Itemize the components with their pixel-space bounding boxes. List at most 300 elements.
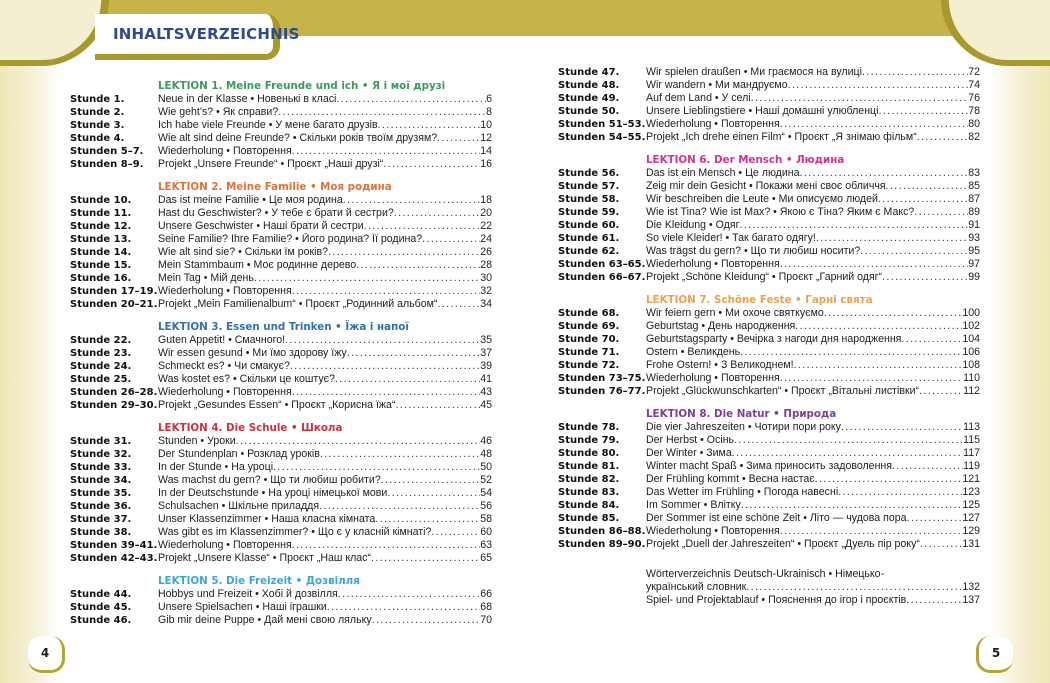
page-number: 12 (480, 132, 492, 144)
lesson-title[interactable]: LEKTION 2. Meine Familie • Моя родина (158, 181, 392, 193)
dot-leader (739, 219, 968, 232)
page-number: 100 (962, 307, 980, 319)
dot-leader (780, 525, 963, 538)
dot-leader (236, 435, 481, 448)
lesson-number: Stunde 68. (558, 308, 620, 319)
toc-row[interactable] (70, 233, 492, 246)
lesson-number: Stunde 79. (558, 435, 620, 446)
page-number: 52 (480, 474, 492, 486)
dot-leader (788, 79, 969, 92)
topic-text: Wie ist Tina? Wie ist Max? • Якою є Тіна? Яким є Макс? (646, 206, 915, 218)
topic (158, 119, 492, 132)
dot-leader (273, 461, 480, 474)
page-number: 93 (968, 232, 980, 244)
dot-leader (841, 421, 963, 434)
lesson-number: Stunde 85. (558, 513, 620, 524)
topic-text: Der Winter • Зима (646, 447, 732, 459)
toc-row[interactable] (70, 298, 492, 311)
topic (158, 487, 492, 500)
page-number: 85 (968, 180, 980, 192)
toc-row[interactable] (70, 93, 492, 106)
topic-text: Wiederholung • Повторення (158, 386, 292, 398)
topic (158, 513, 492, 526)
right-page-edge (990, 0, 1050, 683)
page-number: 113 (963, 421, 980, 433)
games-entry[interactable] (646, 594, 980, 607)
topic-text: Unsere Lieblingstiere • Наші домашні улюбленці (646, 105, 879, 117)
toc-row[interactable] (558, 434, 980, 447)
toc-row[interactable] (558, 385, 980, 398)
dot-leader (800, 167, 969, 180)
toc-row[interactable] (70, 552, 492, 565)
lesson-section (558, 153, 980, 284)
lesson-number: Stunde 45. (70, 602, 132, 613)
topic-text: Was machst du gern? • Що ти любиш робити? (158, 474, 381, 486)
topic (158, 334, 492, 347)
topic (158, 601, 492, 614)
dot-leader (431, 526, 480, 539)
dot-leader (395, 399, 480, 412)
toc-row[interactable] (70, 448, 492, 461)
dot-leader (338, 588, 480, 601)
lesson-number: Stunde 44. (70, 589, 132, 600)
topic-text: Wiederholung • Повторення (158, 285, 292, 297)
page-number: 70 (480, 614, 492, 626)
topic-text: Die Kleidung • Одяг (646, 219, 740, 231)
dot-leader (882, 271, 968, 284)
page-number: 129 (962, 525, 980, 537)
topic (158, 461, 492, 474)
topic-text: Projekt „Unsere Klasse“ • Проєкт „Наш клас“ (158, 552, 371, 564)
topic (158, 285, 492, 298)
dot-leader (292, 539, 480, 552)
topic-text: So viele Kleider! • Так багато одягу! (646, 232, 816, 244)
topic-text: Zeig mir dein Gesicht • Покажи мені своє обличчя (646, 180, 886, 192)
topic-text: Wiederholung • Повторення (646, 525, 780, 537)
dot-leader (254, 272, 480, 285)
toc-row[interactable] (70, 246, 492, 259)
topic (646, 79, 980, 92)
toc-row[interactable] (558, 499, 980, 512)
dot-leader (343, 194, 480, 207)
dot-leader (437, 132, 480, 145)
toc-row[interactable] (70, 500, 492, 513)
toc-row[interactable] (558, 271, 980, 284)
page-number: 10 (480, 119, 492, 131)
topic-text: Der Frühling kommt • Весна настає (646, 473, 815, 485)
lesson-number: Stunde 13. (70, 234, 132, 245)
topic-text: Stunden • Уроки (158, 435, 236, 447)
lesson-number: Stunden 8–9. (70, 159, 144, 170)
dot-leader (375, 513, 480, 526)
lesson-number: Stunde 31. (70, 436, 132, 447)
topic (646, 447, 980, 460)
toc-row[interactable] (558, 538, 980, 551)
topic-text: Wiederholung • Повторення (646, 258, 780, 270)
toc-row[interactable] (70, 373, 492, 386)
toc-right-column (558, 66, 980, 607)
lesson-title[interactable]: LEKTION 5. Die Freizeit • Дозвілля (158, 575, 360, 587)
dot-leader (794, 359, 963, 372)
lesson-number: Stunden 54–55. (558, 132, 646, 143)
dot-leader (838, 486, 962, 499)
topic (158, 106, 492, 119)
lesson-number: Stunde 33. (70, 462, 132, 473)
lesson-title[interactable]: LEKTION 6. Der Mensch • Людина (646, 154, 845, 166)
toc-row[interactable] (70, 194, 492, 207)
dot-leader (860, 245, 968, 258)
topic (646, 258, 980, 271)
topic (646, 206, 980, 219)
page-number: 112 (963, 385, 980, 397)
lesson-number: Stunden 89–90. (558, 539, 646, 550)
topic-text: Geburtstag • День народження (646, 320, 796, 332)
toc-row[interactable] (70, 474, 492, 487)
topic (158, 373, 492, 386)
toc-row[interactable] (558, 359, 980, 372)
dot-leader (292, 145, 480, 158)
page-number: 66 (480, 588, 492, 600)
lesson-number: Stunden 66–67. (558, 272, 646, 283)
page-number: 65 (480, 552, 492, 564)
toc-row[interactable] (70, 259, 492, 272)
topic-text: Der Herbst • Осінь (646, 434, 735, 446)
toc-row[interactable] (558, 346, 980, 359)
topic (646, 385, 980, 398)
topic-text: Projekt „Gesundes Essen“ • Проєкт „Корисна їжа“ (158, 399, 396, 411)
lesson-section (558, 407, 980, 551)
topic (646, 92, 980, 105)
lesson-number: Stunde 47. (558, 67, 620, 78)
lesson-section (70, 320, 492, 412)
page-number: 22 (480, 220, 492, 232)
topic (158, 233, 492, 246)
toc-row[interactable] (70, 106, 492, 119)
lesson-title[interactable]: LEKTION 4. Die Schule • Школа (158, 422, 343, 434)
dot-leader (741, 499, 962, 512)
topic-text: Wir feiern gern • Ми охоче святкуємо (646, 307, 824, 319)
page-number: 54 (480, 487, 492, 499)
lesson-number: Stunde 82. (558, 474, 620, 485)
topic-text: Wie alt sind deine Freunde? • Скільки років твоїм друзям? (158, 132, 438, 144)
dot-leader (892, 460, 963, 473)
page-number: 68 (480, 601, 492, 613)
toc-row[interactable] (70, 272, 492, 285)
dot-leader (746, 581, 962, 594)
page-number: 78 (968, 105, 980, 117)
topic-text: Guten Appetit! • Смачного! (158, 334, 286, 346)
topic (158, 347, 492, 360)
toc-row[interactable] (558, 232, 980, 245)
page-number: 39 (480, 360, 492, 372)
toc-row[interactable] (70, 614, 492, 627)
topic-text: Auf dem Land • У селі (646, 92, 751, 104)
topic-text: Projekt „Ich drehe einen Film“ • Проєкт „Я знімаю фільм“ (646, 131, 917, 143)
dot-leader (816, 232, 968, 245)
toc-row[interactable] (70, 220, 492, 233)
toc-row[interactable] (558, 333, 980, 346)
topic-text: Wiederholung • Повторення (646, 118, 780, 130)
toc-row[interactable] (70, 347, 492, 360)
toc-row[interactable] (558, 219, 980, 232)
lesson-number: Stunde 81. (558, 461, 620, 472)
toc-row[interactable] (70, 601, 492, 614)
page-number: 106 (962, 346, 980, 358)
games-entry-text: Spiel- und Projektablauf • Пояснення до ігор і проєктів (646, 594, 907, 606)
page-number: 91 (968, 219, 980, 231)
toc-row[interactable] (70, 461, 492, 474)
page-title: INHALTSVERZEICHNIS (113, 25, 300, 43)
topic-text: Ich habe viele Freunde • У мене багато друзів (158, 119, 378, 131)
topic (646, 219, 980, 232)
page-number: 26 (480, 246, 492, 258)
topic-text: Was kostet es? • Скільки це коштує? (158, 373, 335, 385)
toc-row[interactable] (558, 447, 980, 460)
dot-leader (394, 207, 480, 220)
dot-leader (356, 259, 480, 272)
dot-leader (372, 614, 481, 627)
topic (646, 372, 980, 385)
dot-leader (278, 106, 486, 119)
toc-row[interactable] (70, 158, 492, 171)
toc-row[interactable] (558, 460, 980, 473)
topic (646, 118, 980, 131)
toc-row[interactable] (70, 539, 492, 552)
topic (158, 194, 492, 207)
dot-leader (336, 93, 486, 106)
topic (646, 346, 980, 359)
page-number: 131 (962, 538, 980, 550)
dot-leader (780, 372, 963, 385)
page-number: 60 (480, 526, 492, 538)
lesson-title[interactable]: LEKTION 7. Schöne Feste • Гарні свята (646, 294, 873, 306)
toc-row[interactable] (558, 512, 980, 525)
dot-leader (824, 307, 963, 320)
lesson-number: Stunde 3. (70, 120, 125, 131)
dot-leader (327, 601, 480, 614)
topic (646, 320, 980, 333)
topic (158, 448, 492, 461)
lesson-number: Stunde 38. (70, 527, 132, 538)
page-number: 72 (968, 66, 980, 78)
topic (646, 333, 980, 346)
topic (158, 386, 492, 399)
page-number: 115 (963, 434, 980, 446)
toc-row[interactable] (70, 513, 492, 526)
topic (158, 246, 492, 259)
toc-row[interactable] (70, 145, 492, 158)
topic-text: Gib mir deine Puppe • Дай мені свою ляльку (158, 614, 372, 626)
lesson-number: Stunden 73–75. (558, 373, 646, 384)
page-number: 46 (480, 435, 492, 447)
toc-row[interactable] (70, 487, 492, 500)
page-number: 89 (968, 206, 980, 218)
topic-text: Mein Stammbaum • Моє родинне дерево (158, 259, 357, 271)
page-number: 110 (963, 372, 980, 384)
page-number: 104 (962, 333, 980, 345)
topic (646, 66, 980, 79)
topic (158, 272, 492, 285)
toc-row[interactable] (558, 258, 980, 271)
lesson-number: Stunden 26–28. (70, 387, 158, 398)
left-page-edge (0, 0, 60, 683)
toc-left-column (70, 79, 492, 627)
toc-row[interactable] (70, 588, 492, 601)
dot-leader (886, 180, 969, 193)
page-number: 102 (962, 320, 980, 332)
lesson-number: Stunde 80. (558, 448, 620, 459)
toc-row[interactable] (558, 131, 980, 144)
lesson-number: Stunde 35. (70, 488, 132, 499)
dot-leader (381, 474, 480, 487)
lesson-number: Stunde 15. (70, 260, 132, 271)
toc-row[interactable] (558, 180, 980, 193)
lesson-section (70, 574, 492, 627)
page-number: 95 (968, 245, 980, 257)
lesson-number: Stunden 29–30. (70, 400, 158, 411)
lesson-title[interactable]: LEKTION 8. Die Natur • Природа (646, 408, 837, 420)
topic (158, 552, 492, 565)
topic (646, 486, 980, 499)
toc-row[interactable] (558, 105, 980, 118)
lesson-number: Stunde 49. (558, 93, 620, 104)
lesson-number: Stunde 11. (70, 208, 132, 219)
lesson-number: Stunde 46. (70, 615, 132, 626)
lesson-number: Stunde 59. (558, 207, 620, 218)
topic (646, 359, 980, 372)
dot-leader (780, 118, 968, 131)
toc-row[interactable] (558, 320, 980, 333)
topic-text: Unsere Spielsachen • Наші іграшки (158, 601, 327, 613)
topic (646, 105, 980, 118)
toc-row[interactable] (70, 285, 492, 298)
topic-text: Wiederholung • Повторення (646, 372, 780, 384)
topic-text: Schulsachen • Шкільне приладдя (158, 500, 320, 512)
lesson-title[interactable]: LEKTION 3. Essen und Trinken • Їжа і напої (158, 321, 409, 333)
toc-row[interactable] (558, 92, 980, 105)
toc-row[interactable] (70, 334, 492, 347)
dot-leader (914, 206, 968, 219)
topic (158, 614, 492, 627)
toc-row[interactable] (558, 421, 980, 434)
lesson-number: Stunde 4. (70, 133, 125, 144)
page-number: 108 (962, 359, 980, 371)
title-tab (95, 14, 300, 60)
page-number: 76 (968, 92, 980, 104)
dot-leader (906, 594, 962, 607)
dot-leader (901, 333, 962, 346)
topic-text: In der Deutschstunde • На уроці німецької мови (158, 487, 388, 499)
toc-row[interactable] (70, 360, 492, 373)
topic (158, 435, 492, 448)
toc-row[interactable] (70, 435, 492, 448)
lesson-number: Stunde 36. (70, 501, 132, 512)
dot-leader (371, 552, 480, 565)
lesson-number: Stunde 61. (558, 233, 620, 244)
toc-row[interactable] (558, 525, 980, 538)
toc-row[interactable] (558, 473, 980, 486)
toc-row[interactable] (558, 206, 980, 219)
topic-text: In der Stunde • На уроці (158, 461, 274, 473)
dot-leader (751, 92, 969, 105)
topic (646, 180, 980, 193)
lesson-number: Stunde 71. (558, 347, 620, 358)
toc-row[interactable] (558, 66, 980, 79)
page-number: 121 (962, 473, 980, 485)
toc-row[interactable] (70, 386, 492, 399)
topic-text: Unser Klassenzimmer • Наша класна кімната (158, 513, 376, 525)
page-number: 6 (486, 93, 492, 105)
toc-row[interactable] (558, 167, 980, 180)
topic-text: Schmeckt es? • Чи смакує? (158, 360, 290, 372)
dot-leader (920, 538, 962, 551)
topic-text: Winter macht Spaß • Зима приносить задоволення (646, 460, 893, 472)
lesson-number: Stunde 57. (558, 181, 620, 192)
topic (646, 473, 980, 486)
toc-row[interactable] (558, 486, 980, 499)
toc-row[interactable] (558, 307, 980, 320)
page-number: 63 (480, 539, 492, 551)
corner-decoration-right (936, 0, 1050, 66)
lesson-number: Stunde 78. (558, 422, 620, 433)
dot-leader (328, 246, 480, 259)
lesson-number: Stunde 50. (558, 106, 620, 117)
topic-text: Frohe Ostern! • З Великоднем! (646, 359, 794, 371)
lesson-number: Stunde 70. (558, 334, 620, 345)
toc-row[interactable] (70, 207, 492, 220)
toc-row[interactable] (70, 526, 492, 539)
topic-text: Projekt „Glückwunschkarten“ • Проєкт „Вітальні листівки“ (646, 385, 920, 397)
toc-row[interactable] (70, 132, 492, 145)
page-number: 30 (480, 272, 492, 284)
dot-leader (780, 258, 968, 271)
topic (646, 232, 980, 245)
toc-row[interactable] (70, 119, 492, 132)
dot-leader (422, 233, 480, 246)
page-number: 83 (968, 167, 980, 179)
lesson-number: Stunden 63–65. (558, 259, 646, 270)
dictionary-entry-line2[interactable] (646, 581, 980, 594)
toc-row[interactable] (558, 118, 980, 131)
topic-text: Der Sommer ist eine schöne Zeit • Літо — чудова пора (646, 512, 907, 524)
toc-row[interactable] (558, 193, 980, 206)
dot-leader (815, 473, 963, 486)
topic-text: Das ist meine Familie • Це моя родина (158, 194, 343, 206)
toc-row[interactable] (558, 372, 980, 385)
lesson-number: Stunde 23. (70, 348, 132, 359)
dot-leader (347, 347, 481, 360)
topic (646, 434, 980, 447)
page-number: 20 (480, 207, 492, 219)
lesson-number: Stunden 20–21. (70, 299, 158, 310)
lesson-number: Stunde 72. (558, 360, 620, 371)
topic-text: Wir essen gesund • Ми їмо здорову їжу (158, 347, 347, 359)
dictionary-entry-line1[interactable]: Wörterverzeichnis Deutsch-Ukrainisch • Німецько- (646, 568, 885, 580)
toc-row[interactable] (558, 245, 980, 258)
toc-row[interactable] (70, 399, 492, 412)
topic-text: Projekt „Schöne Kleidung“ • Проєкт „Гарний одяг“ (646, 271, 883, 283)
topic (158, 93, 492, 106)
dot-leader (292, 285, 480, 298)
lesson-number: Stunden 86–88. (558, 526, 646, 537)
dot-leader (335, 373, 480, 386)
dot-leader (917, 131, 968, 144)
lesson-title[interactable]: LEKTION 1. Meine Freunde und ich • Я і мої друзі (158, 80, 446, 92)
toc-row[interactable] (558, 79, 980, 92)
lesson-number: Stunde 22. (70, 335, 132, 346)
topic (646, 499, 980, 512)
topic (158, 474, 492, 487)
